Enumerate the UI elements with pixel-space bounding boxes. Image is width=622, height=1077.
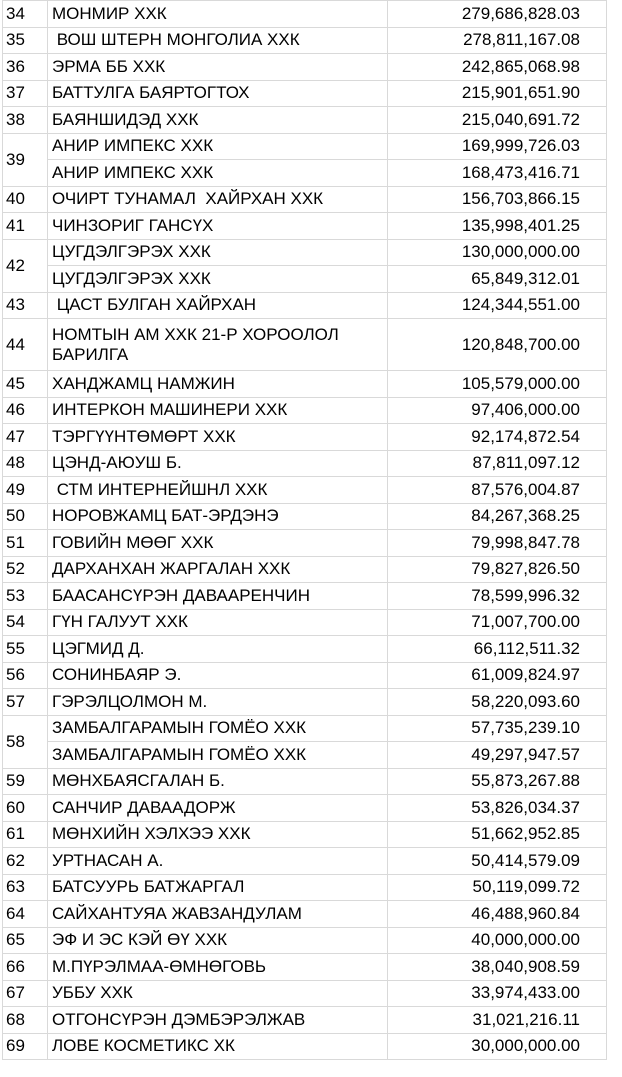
row-number: 35 (3, 27, 48, 54)
table-row (3, 213, 607, 240)
company-name: НОМТЫН АМ ХХК 21-Р ХОРООЛОЛ БАРИЛГА (48, 319, 388, 371)
row-number: 62 (3, 848, 48, 875)
table-row (3, 583, 607, 610)
table-row (3, 768, 607, 795)
amount: 168,473,416.71 (388, 160, 607, 187)
amount: 57,735,239.10 (388, 715, 607, 742)
company-name: САНЧИР ДАВААДОРЖ (48, 795, 388, 822)
company-name: ЦЭНД-АЮУШ Б. (48, 450, 388, 477)
amount: 278,811,167.08 (388, 27, 607, 54)
row-number: 38 (3, 107, 48, 134)
row-number: 41 (3, 213, 48, 240)
table-row (3, 821, 607, 848)
table-row (3, 371, 607, 398)
table-row (3, 80, 607, 107)
company-name: ДАРХАНХАН ЖАРГАЛАН ХХК (48, 556, 388, 583)
company-name: УРТНАСАН А. (48, 848, 388, 875)
row-number: 57 (3, 689, 48, 716)
amount: 279,686,828.03 (388, 1, 607, 28)
company-name: ВОШ ШТЕРН МОНГОЛИА ХХК (48, 27, 388, 54)
company-name: ЗАМБАЛГАРАМЫН ГОМЁО ХХК (48, 742, 388, 769)
company-name: БАТСУУРЬ БАТЖАРГАЛ (48, 874, 388, 901)
table-row (3, 848, 607, 875)
row-number: 52 (3, 556, 48, 583)
company-name: АНИР ИМПЕКС ХХК (48, 160, 388, 187)
company-name: ЧИНЗОРИГ ГАНСҮХ (48, 213, 388, 240)
amount: 87,576,004.87 (388, 477, 607, 504)
amount: 38,040,908.59 (388, 954, 607, 981)
table-row (3, 319, 607, 371)
row-number: 66 (3, 954, 48, 981)
row-number: 68 (3, 1007, 48, 1034)
company-name: ОТГОНСҮРЭН ДЭМБЭРЭЛЖАВ (48, 1007, 388, 1034)
table-row (3, 266, 607, 293)
company-name: ЦЭГМИД Д. (48, 636, 388, 663)
table-row (3, 133, 607, 160)
amount: 87,811,097.12 (388, 450, 607, 477)
table-row (3, 715, 607, 742)
company-name: СОНИНБАЯР Э. (48, 662, 388, 689)
row-number: 59 (3, 768, 48, 795)
amount: 92,174,872.54 (388, 424, 607, 451)
row-number: 36 (3, 54, 48, 81)
company-name: МӨНХИЙН ХЭЛХЭЭ ХХК (48, 821, 388, 848)
table-row (3, 609, 607, 636)
table-row (3, 27, 607, 54)
amount: 242,865,068.98 (388, 54, 607, 81)
row-number: 64 (3, 901, 48, 928)
row-number: 39 (3, 133, 48, 186)
table-body (3, 1, 607, 1060)
table-row (3, 1007, 607, 1034)
table-row (3, 477, 607, 504)
amount: 30,000,000.00 (388, 1033, 607, 1060)
company-name: УББУ ХХК (48, 980, 388, 1007)
company-name: МӨНХБАЯСГАЛАН Б. (48, 768, 388, 795)
amount: 71,007,700.00 (388, 609, 607, 636)
amount: 65,849,312.01 (388, 266, 607, 293)
table-row (3, 742, 607, 769)
company-name: ТЭРГҮҮНТӨМӨРТ ХХК (48, 424, 388, 451)
row-number: 34 (3, 1, 48, 28)
company-name: ЛОВЕ КОСМЕТИКС ХК (48, 1033, 388, 1060)
row-number: 40 (3, 186, 48, 213)
amount: 49,297,947.57 (388, 742, 607, 769)
row-number: 55 (3, 636, 48, 663)
row-number: 43 (3, 292, 48, 319)
table-row (3, 424, 607, 451)
amount: 84,267,368.25 (388, 503, 607, 530)
amount: 79,827,826.50 (388, 556, 607, 583)
table-row (3, 927, 607, 954)
amount: 215,901,651.90 (388, 80, 607, 107)
table-row (3, 397, 607, 424)
amount: 58,220,093.60 (388, 689, 607, 716)
table-row (3, 901, 607, 928)
table-row (3, 107, 607, 134)
amount: 130,000,000.00 (388, 239, 607, 266)
company-name: САЙХАНТУЯА ЖАВЗАНДУЛАМ (48, 901, 388, 928)
row-number: 56 (3, 662, 48, 689)
amount: 78,599,996.32 (388, 583, 607, 610)
amount: 40,000,000.00 (388, 927, 607, 954)
amount: 169,999,726.03 (388, 133, 607, 160)
company-name: ЭФ И ЭС КЭЙ ӨҮ ХХК (48, 927, 388, 954)
amount: 124,344,551.00 (388, 292, 607, 319)
amount: 50,414,579.09 (388, 848, 607, 875)
table-row (3, 160, 607, 187)
table-row (3, 292, 607, 319)
amount: 51,662,952.85 (388, 821, 607, 848)
row-number: 51 (3, 530, 48, 557)
row-number: 44 (3, 319, 48, 371)
table-row (3, 556, 607, 583)
row-number: 61 (3, 821, 48, 848)
row-number: 45 (3, 371, 48, 398)
row-number: 54 (3, 609, 48, 636)
amount: 55,873,267.88 (388, 768, 607, 795)
company-name: М.ПҮРЭЛМАА-ӨМНӨГОВЬ (48, 954, 388, 981)
table-row (3, 1033, 607, 1060)
amount: 53,826,034.37 (388, 795, 607, 822)
company-name: АНИР ИМПЕКС ХХК (48, 133, 388, 160)
company-name: ЦАСТ БУЛГАН ХАЙРХАН (48, 292, 388, 319)
table-row (3, 689, 607, 716)
table-row (3, 530, 607, 557)
amount: 97,406,000.00 (388, 397, 607, 424)
row-number: 69 (3, 1033, 48, 1060)
table-row (3, 54, 607, 81)
table-row (3, 662, 607, 689)
table-row (3, 954, 607, 981)
company-name: ГҮН ГАЛУУТ ХХК (48, 609, 388, 636)
amount: 105,579,000.00 (388, 371, 607, 398)
company-name: ЗАМБАЛГАРАМЫН ГОМЁО ХХК (48, 715, 388, 742)
amount: 61,009,824.97 (388, 662, 607, 689)
table-row (3, 450, 607, 477)
table-row (3, 239, 607, 266)
table-row (3, 795, 607, 822)
table-row (3, 636, 607, 663)
company-name: БАТТУЛГА БАЯРТОГТОХ (48, 80, 388, 107)
row-number: 48 (3, 450, 48, 477)
company-name: НОРОВЖАМЦ БАТ-ЭРДЭНЭ (48, 503, 388, 530)
company-name: ХАНДЖАМЦ НАМЖИН (48, 371, 388, 398)
table-row (3, 1, 607, 28)
row-number: 60 (3, 795, 48, 822)
company-name: ГОВИЙН МӨӨГ ХХК (48, 530, 388, 557)
amount: 79,998,847.78 (388, 530, 607, 557)
table-row (3, 186, 607, 213)
row-number: 42 (3, 239, 48, 292)
company-name: ЦУГДЭЛГЭРЭХ ХХК (48, 266, 388, 293)
row-number: 37 (3, 80, 48, 107)
amount: 33,974,433.00 (388, 980, 607, 1007)
row-number: 58 (3, 715, 48, 768)
table-row (3, 874, 607, 901)
creditors-table (2, 0, 607, 1060)
company-name: ЦУГДЭЛГЭРЭХ ХХК (48, 239, 388, 266)
amount: 215,040,691.72 (388, 107, 607, 134)
table-row (3, 503, 607, 530)
amount: 31,021,216.11 (388, 1007, 607, 1034)
company-name: МОНМИР ХХК (48, 1, 388, 28)
amount: 46,488,960.84 (388, 901, 607, 928)
row-number: 53 (3, 583, 48, 610)
row-number: 47 (3, 424, 48, 451)
row-number: 46 (3, 397, 48, 424)
amount: 66,112,511.32 (388, 636, 607, 663)
amount: 120,848,700.00 (388, 319, 607, 371)
row-number: 50 (3, 503, 48, 530)
company-name: БАЯНШИДЭД ХХК (48, 107, 388, 134)
company-name: ГЭРЭЛЦОЛМОН М. (48, 689, 388, 716)
row-number: 65 (3, 927, 48, 954)
amount: 135,998,401.25 (388, 213, 607, 240)
row-number: 49 (3, 477, 48, 504)
company-name: ИНТЕРКОН МАШИНЕРИ ХХК (48, 397, 388, 424)
table-row (3, 980, 607, 1007)
row-number: 67 (3, 980, 48, 1007)
company-name: СТМ ИНТЕРНЕЙШНЛ ХХК (48, 477, 388, 504)
company-name: ЭРМА ББ ХХК (48, 54, 388, 81)
company-name: БААСАНСҮРЭН ДАВААРЕНЧИН (48, 583, 388, 610)
amount: 50,119,099.72 (388, 874, 607, 901)
amount: 156,703,866.15 (388, 186, 607, 213)
company-name: ОЧИРТ ТУНАМАЛ ХАЙРХАН ХХК (48, 186, 388, 213)
row-number: 63 (3, 874, 48, 901)
